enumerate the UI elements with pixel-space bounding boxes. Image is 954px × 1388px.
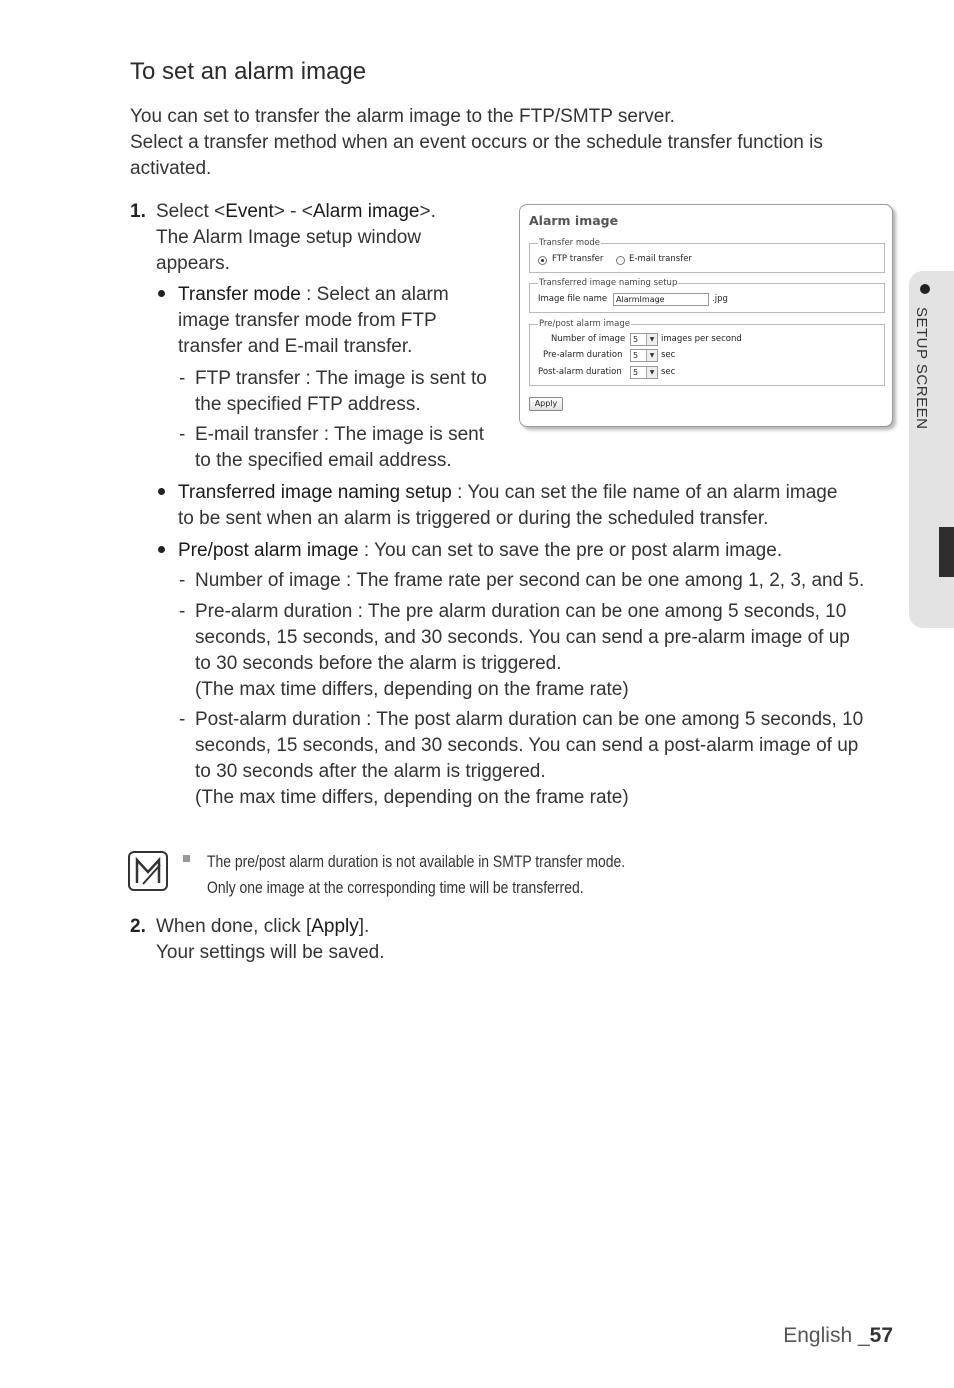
dash: - bbox=[179, 601, 186, 622]
naming-legend: Transferred image naming setup bbox=[539, 278, 678, 288]
transfer-mode-legend: Transfer mode bbox=[539, 238, 600, 248]
naming-desc: : You can set the file name of an alarm image bbox=[451, 482, 838, 503]
side-tab bbox=[909, 271, 954, 628]
chevron-down-icon: ▼ bbox=[646, 350, 657, 361]
post-alarm-unit: sec bbox=[661, 367, 676, 377]
ftp-transfer-radio[interactable] bbox=[538, 256, 547, 265]
dash: - bbox=[179, 570, 186, 591]
transfer-mode-desc: : Select an alarm bbox=[300, 284, 449, 305]
step-text: > - < bbox=[273, 201, 313, 222]
pre-alarm-value: 5 bbox=[633, 351, 639, 360]
post-alarm-line3: to 30 seconds after the alarm is triggered. bbox=[195, 761, 546, 782]
step1-line2: The Alarm Image setup window bbox=[156, 227, 422, 248]
page-footer bbox=[783, 1324, 893, 1348]
pre-alarm-label: Pre-alarm duration bbox=[543, 350, 623, 360]
chevron-down-icon: ▼ bbox=[646, 367, 657, 378]
num-image-unit: images per second bbox=[661, 334, 742, 344]
event-term: Event bbox=[225, 201, 274, 222]
apply-term: Apply bbox=[311, 916, 359, 937]
step-text: Select < bbox=[156, 201, 226, 222]
post-alarm-value: 5 bbox=[633, 368, 639, 377]
naming-term: Transferred image naming setup bbox=[178, 482, 452, 503]
prepost-term: Pre/post alarm image bbox=[178, 540, 359, 561]
step-number: 2. bbox=[130, 916, 146, 937]
file-name-label: Image file name bbox=[538, 294, 608, 304]
pre-alarm-line2: seconds, 15 seconds, and 30 seconds. You can send a pre-alarm image of up bbox=[195, 627, 850, 648]
bullet-icon bbox=[158, 488, 165, 495]
transfer-mode-desc3: transfer and E-mail transfer. bbox=[178, 336, 413, 357]
pre-alarm-line1: Pre-alarm duration : The pre alarm duration can be one among 5 seconds, 10 bbox=[195, 601, 847, 622]
note-bullet-icon bbox=[183, 855, 190, 862]
step-text: ]. bbox=[358, 916, 370, 937]
email-transfer-line2: to the specified email address. bbox=[195, 450, 452, 471]
page-number: 57 bbox=[869, 1324, 893, 1347]
pre-alarm-select[interactable] bbox=[630, 349, 658, 362]
alarm-image-panel bbox=[519, 204, 893, 427]
num-image-value: 5 bbox=[633, 335, 639, 344]
intro-line: Select a transfer method when an event occurs or the schedule transfer function is bbox=[130, 132, 823, 153]
transfer-mode-term: Transfer mode bbox=[178, 284, 301, 305]
chevron-down-icon: ▼ bbox=[646, 334, 657, 345]
intro-line: You can set to transfer the alarm image to the FTP/SMTP server. bbox=[130, 106, 675, 127]
pre-alarm-line3: to 30 seconds before the alarm is triggered. bbox=[195, 653, 562, 674]
transfer-mode-item bbox=[178, 282, 449, 308]
file-ext-label: .jpg bbox=[712, 294, 728, 304]
num-image-label: Number of image bbox=[551, 334, 626, 344]
naming-item bbox=[178, 480, 837, 506]
panel-title: Alarm image bbox=[529, 213, 619, 228]
num-image-line: Number of image : The frame rate per second can be one among 1, 2, 3, and 5. bbox=[195, 570, 865, 591]
footer-lang: English _ bbox=[783, 1324, 870, 1347]
post-alarm-line4: (The max time differs, depending on the frame rate) bbox=[195, 787, 629, 808]
page-title: To set an alarm image bbox=[130, 58, 367, 85]
email-transfer-line1: E-mail transfer : The image is sent bbox=[195, 424, 484, 445]
note-line: The pre/post alarm duration is not available in SMTP transfer mode. bbox=[207, 852, 626, 871]
naming-desc2: to be sent when an alarm is triggered or during the scheduled transfer. bbox=[178, 508, 769, 529]
ftp-transfer-line1: FTP transfer : The image is sent to bbox=[195, 368, 487, 389]
email-transfer-radio[interactable] bbox=[616, 256, 625, 265]
note-text bbox=[207, 849, 625, 901]
num-image-select[interactable] bbox=[630, 333, 658, 346]
step-number: 1. bbox=[130, 201, 146, 222]
dash: - bbox=[179, 368, 186, 389]
side-tab-marker bbox=[939, 527, 954, 577]
note-line: Only one image at the corresponding time will be transferred. bbox=[207, 878, 584, 897]
post-alarm-line2: seconds, 15 seconds, and 30 seconds. You can send a post-alarm image of up bbox=[195, 735, 859, 756]
step2-line2: Your settings will be saved. bbox=[156, 942, 385, 963]
prepost-item bbox=[178, 538, 782, 564]
ftp-transfer-label: FTP transfer bbox=[552, 254, 604, 264]
pre-alarm-unit: sec bbox=[661, 350, 676, 360]
dash: - bbox=[179, 709, 186, 730]
intro-paragraph bbox=[130, 104, 850, 182]
step2-line1 bbox=[156, 914, 369, 940]
post-alarm-label: Post-alarm duration bbox=[538, 367, 622, 377]
transfer-mode-desc2: image transfer mode from FTP bbox=[178, 310, 437, 331]
bullet-icon bbox=[158, 290, 165, 297]
side-tab-label: SETUP SCREEN bbox=[913, 307, 930, 430]
intro-line: activated. bbox=[130, 158, 212, 179]
step-text: >. bbox=[419, 201, 436, 222]
bullet-icon bbox=[158, 546, 165, 553]
prepost-desc: : You can set to save the pre or post alarm image. bbox=[358, 540, 783, 561]
dash: - bbox=[179, 424, 186, 445]
alarm-image-term: Alarm image bbox=[312, 201, 420, 222]
prepost-legend: Pre/post alarm image bbox=[539, 319, 631, 329]
step1-line1 bbox=[156, 199, 436, 225]
ftp-transfer-line2: the specified FTP address. bbox=[195, 394, 421, 415]
bullet-icon bbox=[920, 284, 930, 294]
apply-button[interactable]: Apply bbox=[529, 397, 563, 411]
step-text: When done, click [ bbox=[156, 916, 312, 937]
email-transfer-label: E-mail transfer bbox=[629, 254, 692, 264]
step1-line3: appears. bbox=[156, 253, 230, 274]
post-alarm-line1: Post-alarm duration : The post alarm duration can be one among 5 seconds, 10 bbox=[195, 709, 864, 730]
post-alarm-select[interactable] bbox=[630, 366, 658, 379]
pre-alarm-line4: (The max time differs, depending on the frame rate) bbox=[195, 679, 629, 700]
file-name-input[interactable]: AlarmImage bbox=[613, 293, 709, 306]
note-icon bbox=[128, 851, 168, 891]
